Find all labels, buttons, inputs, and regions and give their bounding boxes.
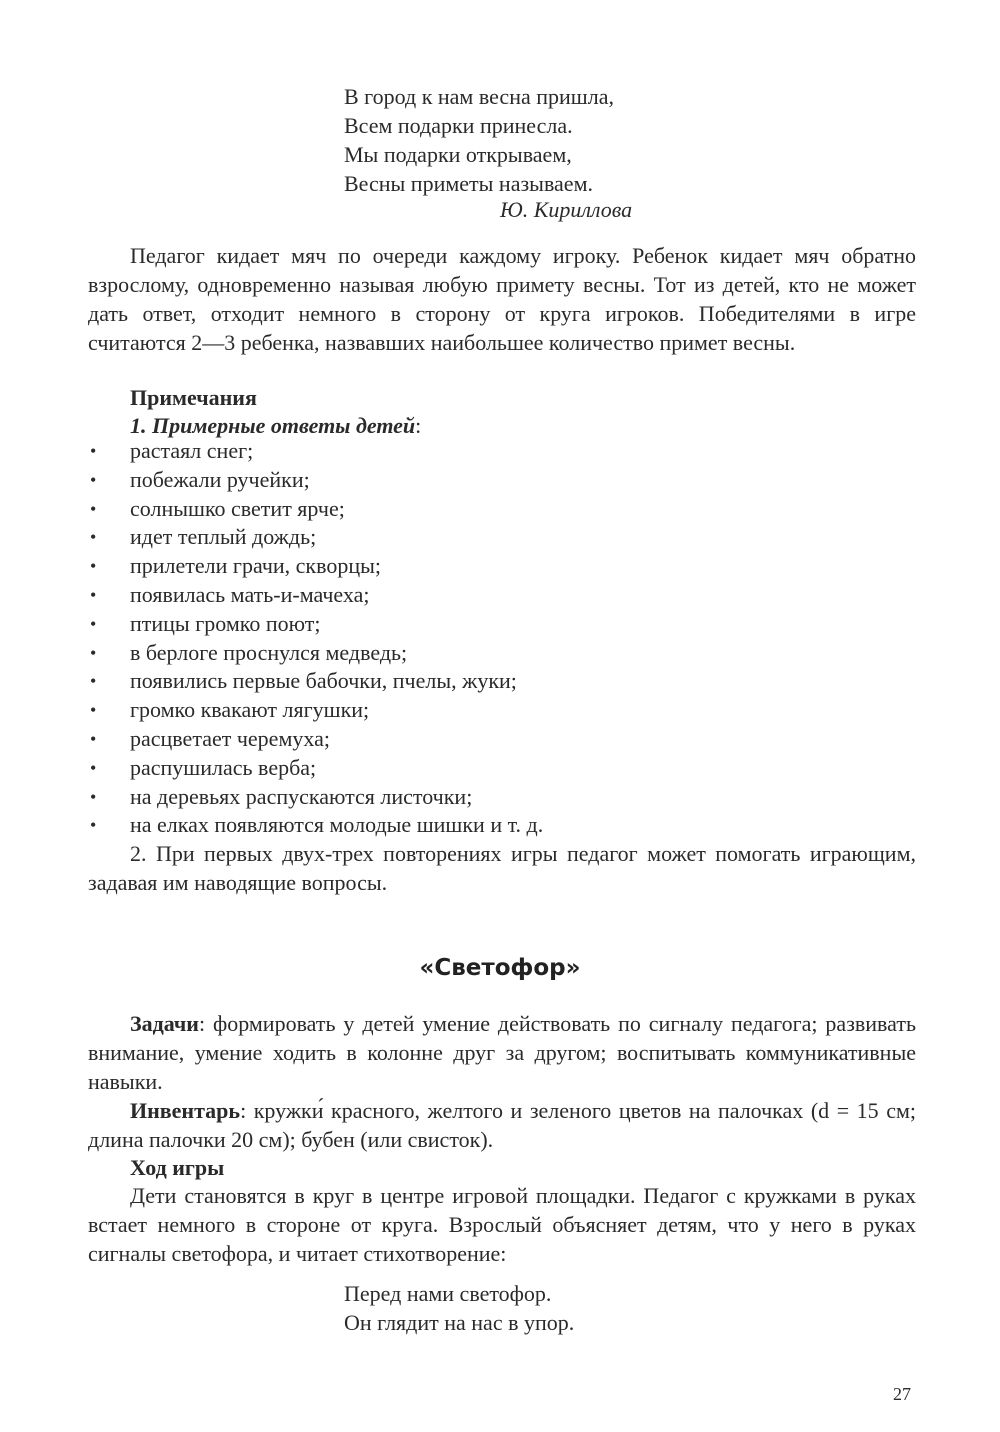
poem-author: Ю. Кириллова	[500, 197, 633, 222]
list-item-text: на елках появляются молодые шишки и т. д.	[130, 812, 544, 838]
bullet: •	[90, 642, 97, 663]
bullet: •	[90, 469, 97, 490]
bullet: •	[90, 700, 97, 721]
bullet: •	[90, 441, 97, 461]
tasks-text: : формировать у детей умение действовать по сигналу педагога; развивать внимание, умение ходить в колонне друг за другом; воспитывать коммуникативные навыки.	[88, 1011, 916, 1094]
poem-line: Он глядит на нас в упор.	[344, 1310, 575, 1335]
tasks-paragraph	[88, 1009, 916, 1096]
list-item	[88, 667, 543, 696]
list-item-text: побежали ручейки;	[130, 466, 310, 492]
list-item-text: громко квакают лягушки;	[130, 697, 370, 723]
answers-list	[88, 437, 543, 840]
page-number: 27	[893, 1384, 911, 1404]
list-item	[88, 639, 543, 668]
list-item	[88, 725, 543, 754]
course-paragraph: Дети становятся в круг в центре игровой площадки. Педагог с кружками в руках встает немного в стороне от круга. Взрослый объясняет детям, что у него в руках сигналы светофора, и читает стихотворение:	[88, 1183, 916, 1266]
list-item	[88, 783, 543, 812]
list-item	[88, 754, 543, 783]
tasks-label: Задачи	[130, 1011, 199, 1036]
list-item	[88, 495, 543, 524]
list-item-text: появились первые бабочки, пчелы, жуки;	[130, 668, 517, 694]
list-item	[88, 552, 543, 581]
notes-subheading	[130, 411, 421, 440]
section-title: «Светофор»	[419, 955, 581, 981]
course-heading: Ход игры	[130, 1155, 225, 1180]
list-item-text: расцветает черемуха;	[130, 725, 330, 751]
poem-line: Всем подарки принесла.	[344, 113, 573, 138]
equipment-paragraph	[88, 1096, 916, 1154]
list-item-text: появилась мать-и-мачеха;	[130, 581, 370, 607]
bullet: •	[90, 584, 97, 605]
bullet: •	[90, 728, 97, 749]
equipment-label: Инвентарь	[130, 1098, 241, 1123]
list-item-text: солнышко светит ярче;	[130, 495, 345, 521]
list-item	[88, 581, 543, 610]
list-item	[88, 437, 543, 466]
bullet: •	[90, 671, 97, 692]
notes-subheading-colon: :	[415, 413, 422, 438]
list-item	[88, 696, 543, 725]
poem-line: Мы подарки открываем,	[344, 142, 572, 167]
note-2: 2. При первых двух-трех повторениях игры педагог может помогать играющим, задавая им наводящие вопросы.	[88, 841, 916, 895]
list-item-text: растаял снег;	[130, 438, 254, 463]
bullet: •	[90, 556, 97, 577]
list-item	[88, 523, 543, 552]
notes-heading: Примечания	[130, 385, 257, 410]
bullet: •	[90, 498, 97, 519]
list-item	[88, 811, 543, 840]
equipment-text: : кружки́ красного, желтого и зеленого цветов на палочках (d = 15 см; длина палочки 20 см); бубен (или свисток).	[88, 1098, 916, 1152]
list-item-text: на деревьях распускаются листочки;	[130, 783, 473, 809]
poem-line: Весны приметы называем.	[344, 171, 593, 196]
bullet: •	[90, 527, 97, 548]
notes-subheading-text: 1. Примерные ответы детей	[130, 413, 416, 438]
list-item-text: прилетели грачи, скворцы;	[130, 553, 382, 579]
list-item-text: распушилась верба;	[130, 754, 317, 780]
bullet: •	[90, 757, 97, 778]
list-item-text: птицы громко поют;	[130, 610, 321, 636]
bullet: •	[90, 815, 97, 836]
list-item-text: идет теплый дождь;	[130, 524, 317, 550]
list-item-text: в берлоге проснулся медведь;	[130, 639, 408, 665]
list-item	[88, 610, 543, 639]
poem-line: Перед нами светофор.	[344, 1281, 552, 1306]
bullet: •	[90, 613, 97, 634]
game-description: Педагог кидает мяч по очереди каждому игроку. Ребенок кидает мяч обратно взрослому, одновременно называя любую примету весны. Тот из детей, кто не может дать ответ, отходит немного в сторону от круга игроков. Победителями в игре считаются 2—3 ребенка, назвавших наибольшее количество примет весны.	[88, 243, 916, 355]
poem-line: В город к нам весна пришла,	[344, 84, 614, 109]
bullet: •	[90, 786, 97, 807]
list-item	[88, 466, 543, 495]
